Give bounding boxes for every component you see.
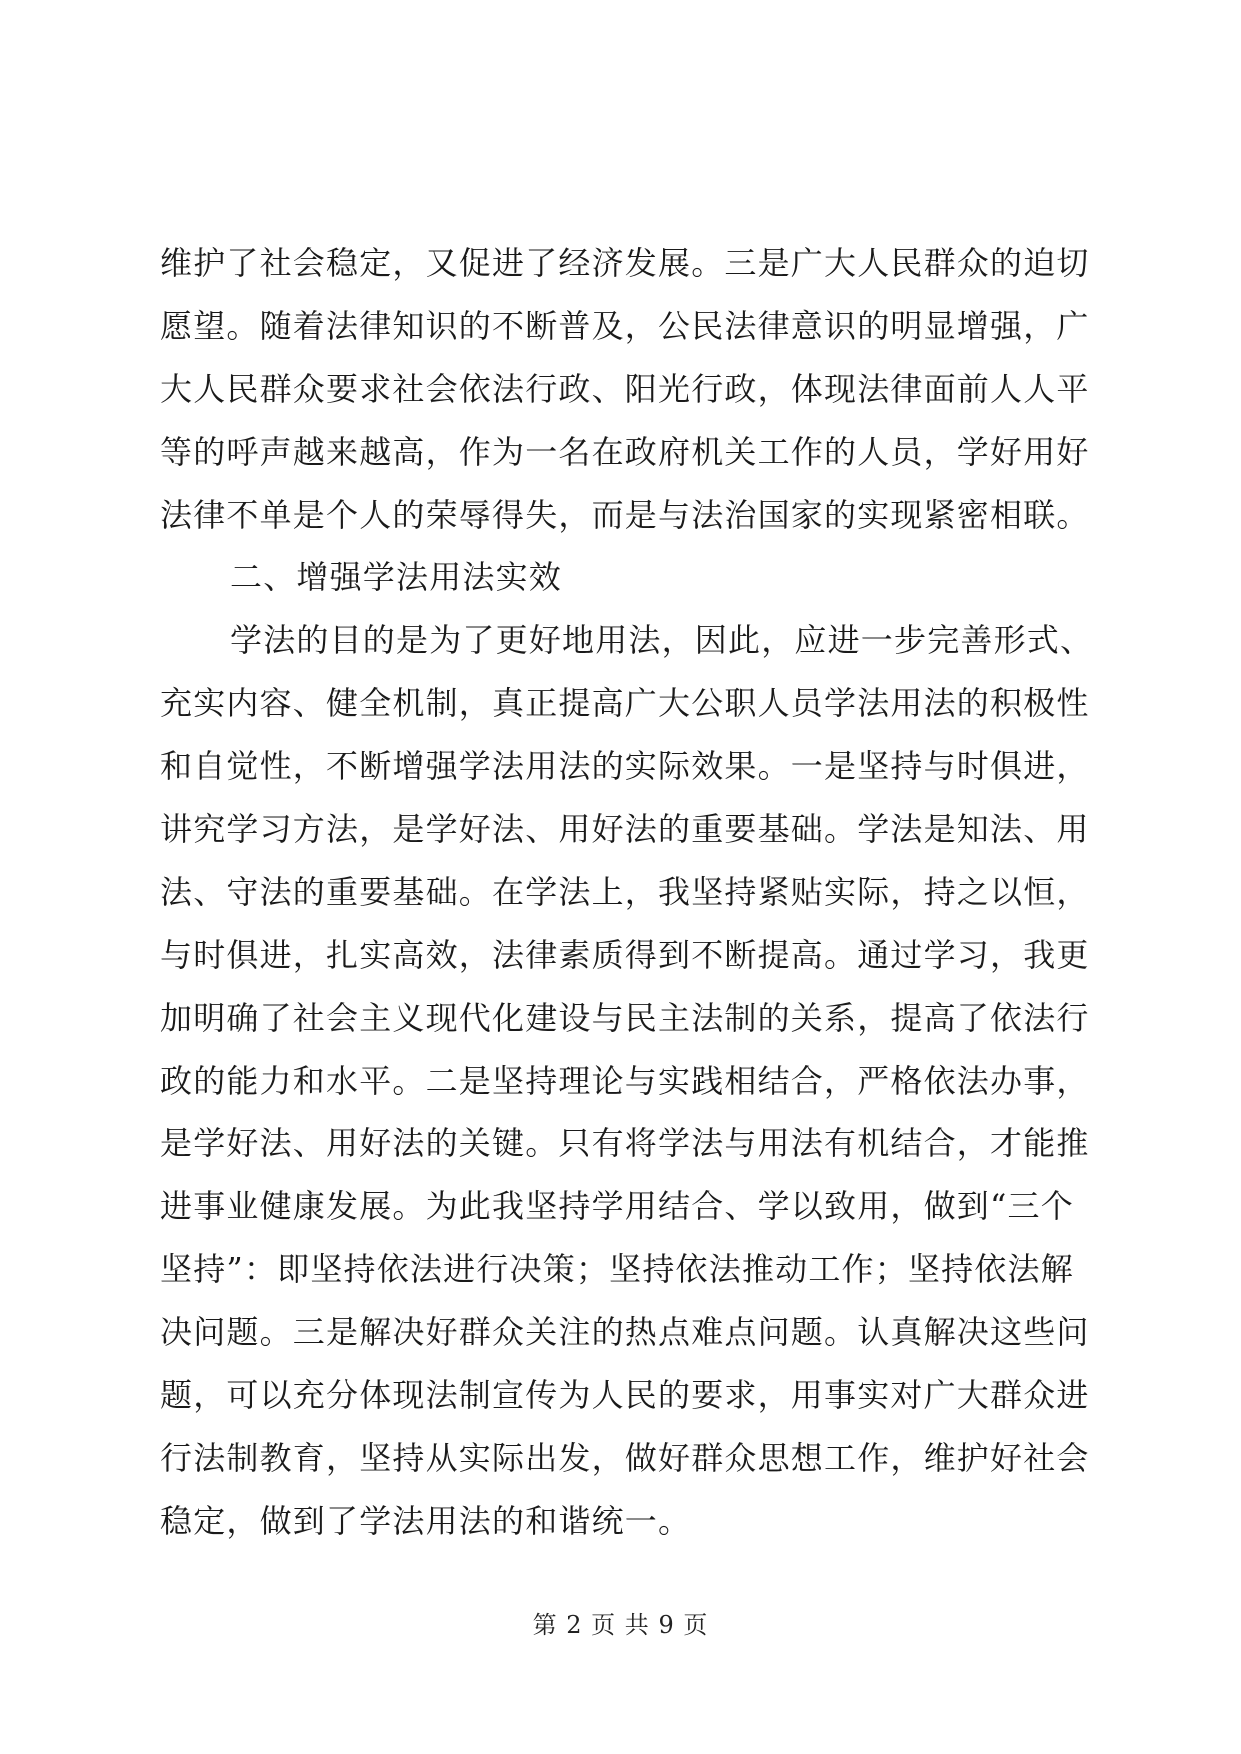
text-line: 法、守法的重要基础。在学法上，我坚持紧贴实际，持之以恒， [160, 872, 1090, 911]
text-line: 政的能力和水平。二是坚持理论与实践相结合，严格依法办事， [160, 1061, 1090, 1100]
text-line: 行法制教育，坚持从实际出发，做好群众思想工作，维护好社会 [160, 1438, 1090, 1477]
page-number-footer: 第 2 页 共 9 页 [532, 1611, 709, 1639]
text-line: 讲究学习方法，是学好法、用好法的重要基础。学法是知法、用 [160, 810, 1090, 849]
text-line: 等的呼声越来越高，作为一名在政府机关工作的人员，学好用好 [160, 432, 1090, 471]
text-line: 大人民群众要求社会依法行政、阳光行政，体现法律面前人人平 [160, 369, 1090, 408]
text-line: 是学好法、用好法的关键。只有将学法与用法有机结合，才能推 [160, 1124, 1090, 1163]
text-line: 决问题。三是解决好群众关注的热点难点问题。认真解决这些问 [160, 1313, 1090, 1352]
text-line: 与时俱进，扎实高效，法律素质得到不断提高。通过学习，我更 [160, 935, 1090, 974]
text-line: 稳定，做到了学法用法的和谐统一。 [160, 1501, 692, 1540]
text-line: 题，可以充分体现法制宣传为人民的要求，用事实对广大群众进 [160, 1376, 1090, 1415]
text-line: 愿望。随着法律知识的不断普及，公民法律意识的明显增强，广 [160, 306, 1090, 345]
text-line: 坚持”：即坚持依法进行决策；坚持依法推动工作；坚持依法解 [160, 1250, 1074, 1289]
document-body [160, 232, 1094, 1553]
text-line: 法律不单是个人的荣辱得失，而是与法治国家的实现紧密相联。 [160, 495, 1090, 534]
text-line: 和自觉性，不断增强学法用法的实际效果。一是坚持与时俱进， [160, 747, 1090, 786]
text-line: 学法的目的是为了更好地用法，因此，应进一步完善形式、 [230, 621, 1094, 660]
text-line: 维护了社会稳定，又促进了经济发展。三是广大人民群众的迫切 [160, 244, 1090, 282]
text-line: 充实内容、健全机制，真正提高广大公职人员学法用法的积极性 [160, 684, 1090, 723]
section-heading: 二、增强学法用法实效 [230, 558, 563, 597]
text-line: 加明确了社会主义现代化建设与民主法制的关系，提高了依法行 [160, 998, 1090, 1037]
text-line: 进事业健康发展。为此我坚持学用结合、学以致用，做到“三个 [160, 1187, 1074, 1226]
